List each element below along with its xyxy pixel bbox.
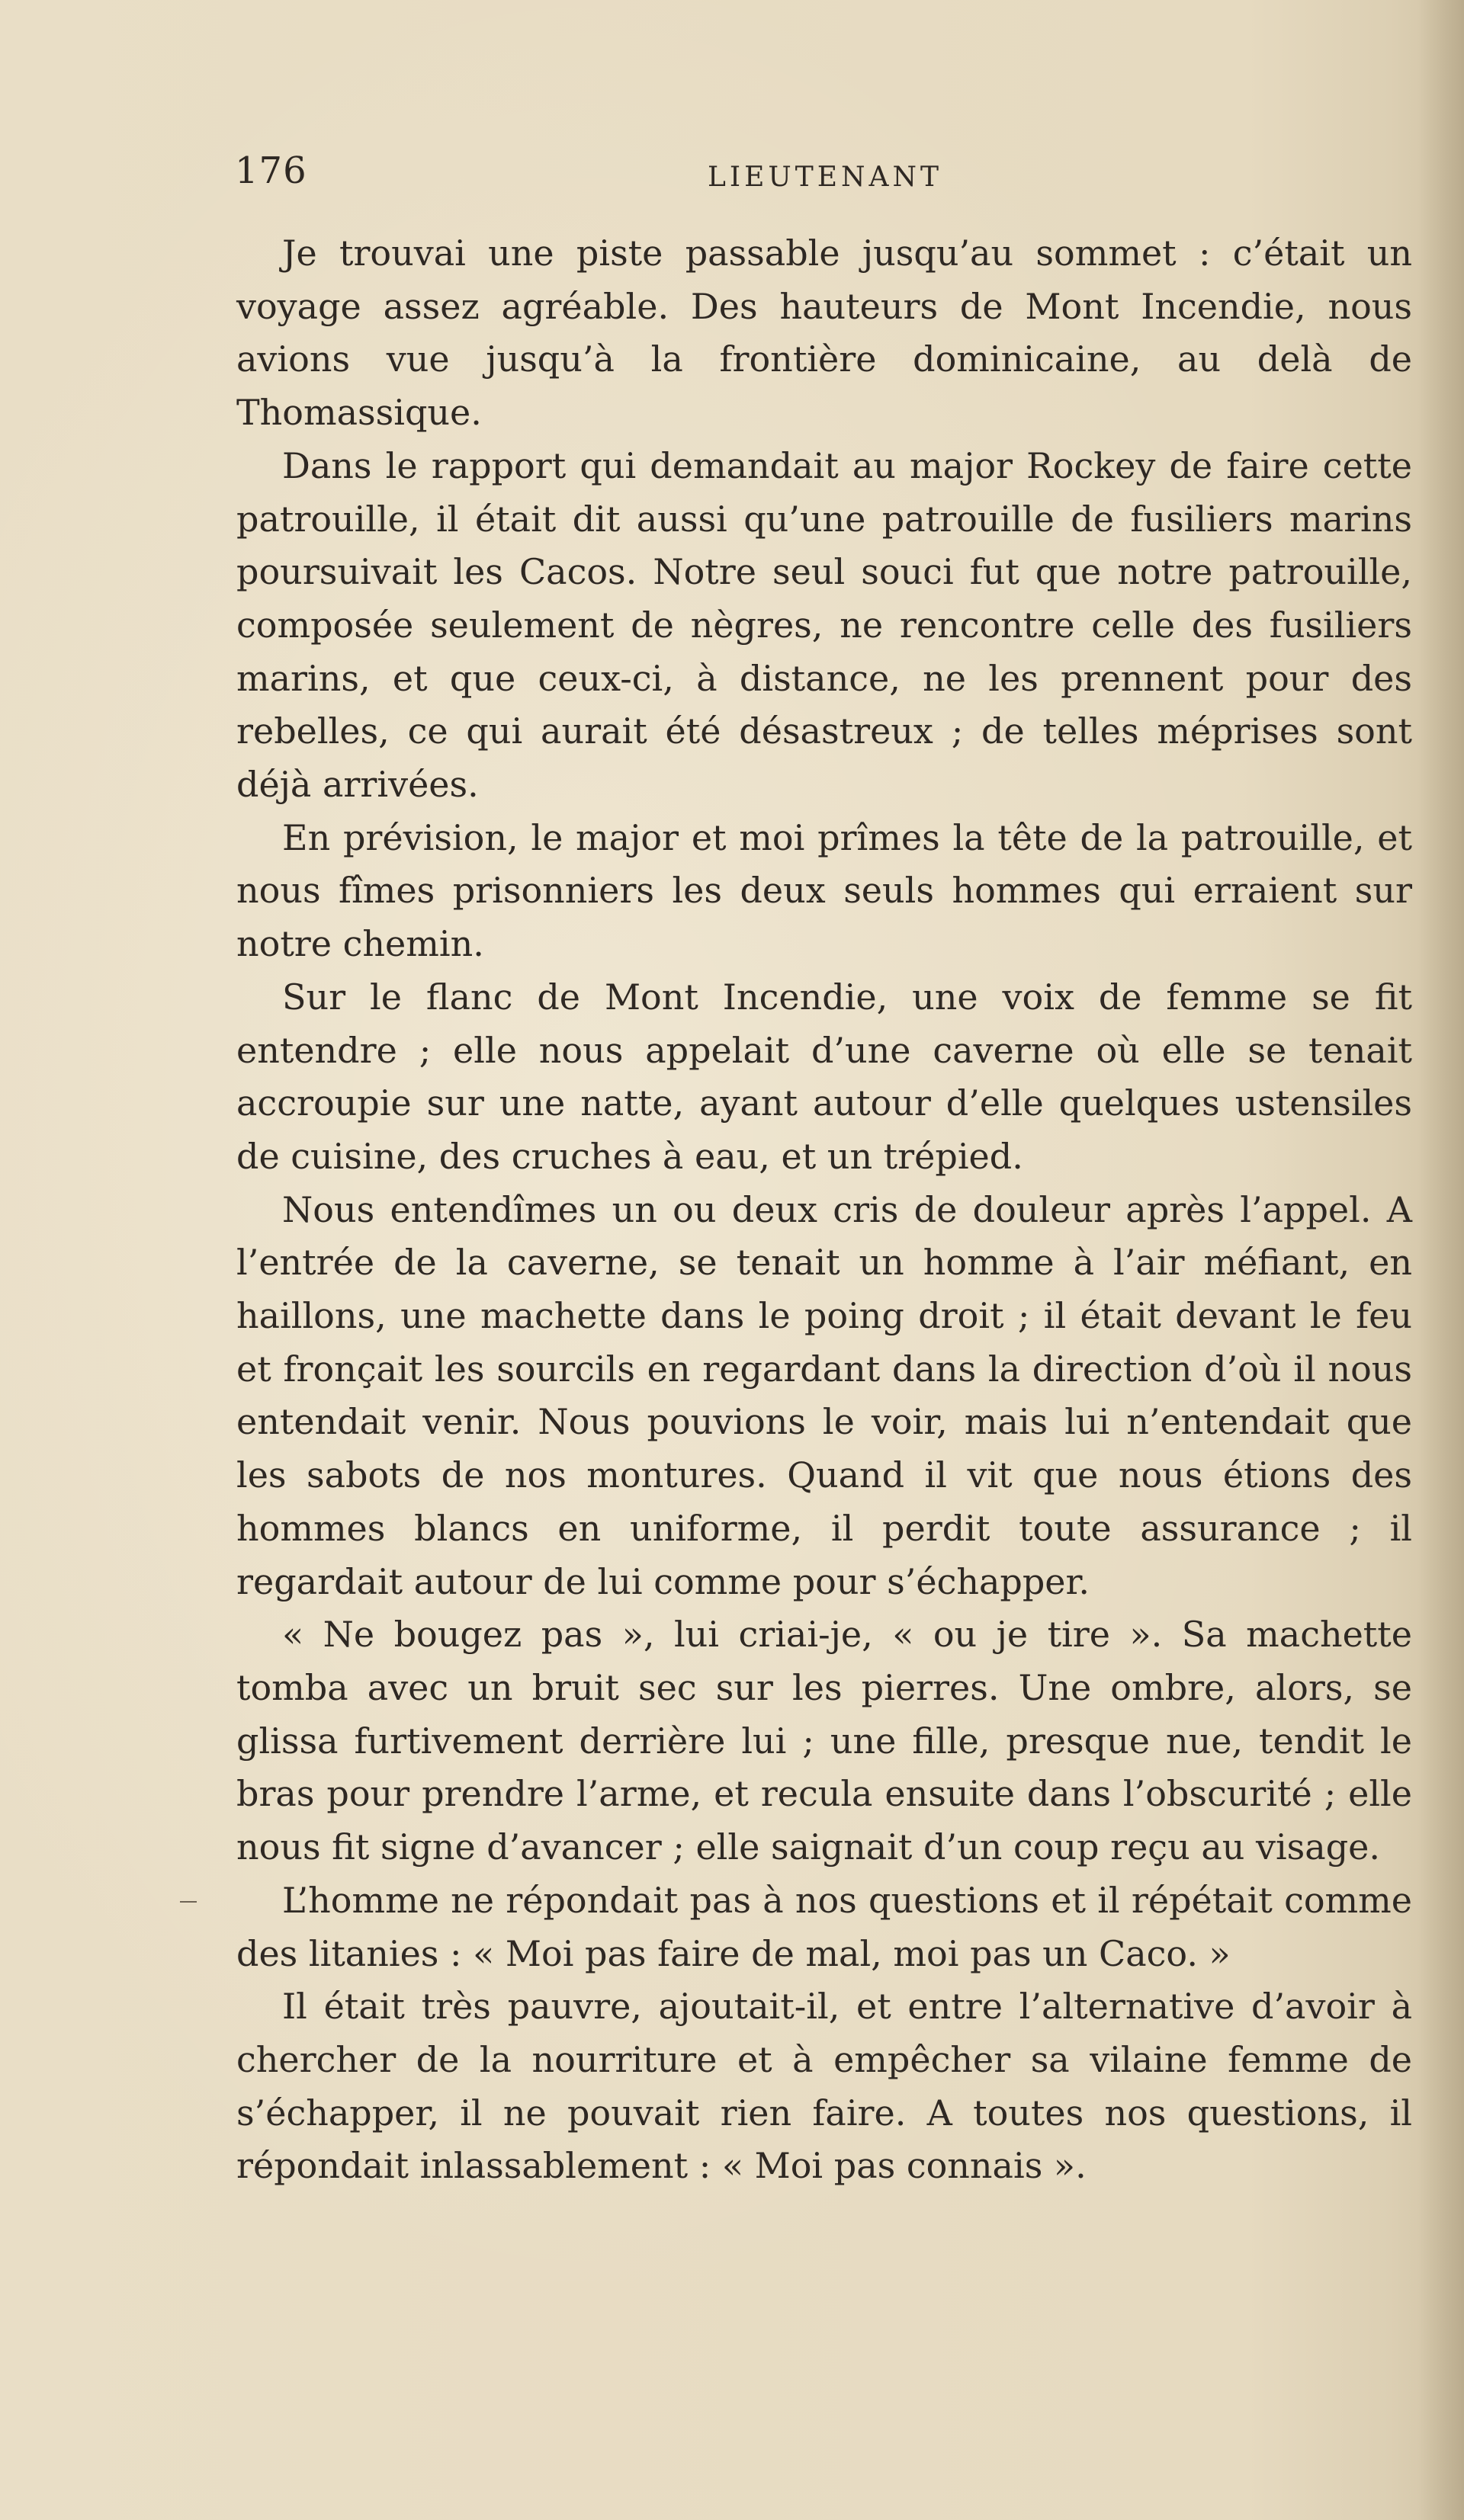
paragraph: Dans le rapport qui demandait au major Rockey de faire cette patrouille, il était dit aussi qu’une patrouille de fusiliers marins poursuivait les Cacos. Notre seul souci fut que notre patrouille, composée seulement de nègres, ne rencontre celle des fusiliers marins, et que ceux-ci, à distance, ne les prennent pour des rebelles, ce qui aurait été désastreux ; de telles méprises sont déjà arrivées. [236, 444, 1412, 806]
paragraph: Il était très pauvre, ajoutait-il, et entre l’alternative d’avoir à chercher de la nourriture et à empêcher sa vilaine femme de s’échapper, il ne pouvait rien faire. A toutes nos questions, il répondait inlassablement : « Moi pas connais ». [236, 1986, 1412, 2187]
paragraph: En prévision, le major et moi prîmes la tête de la patrouille, et nous fîmes prisonniers les deux seuls hommes qui erraient sur notre chemin. [236, 816, 1412, 965]
body-text [236, 227, 1412, 2193]
paragraph: Sur le flanc de Mont Incendie, une voix de femme se fit entendre ; elle nous appelait d’une caverne où elle se tenait accroupie sur une natte, ayant autour d’elle quelques ustensiles de cuisine, des cruches à eau, et un trépied. [236, 976, 1412, 1177]
page-edge-shadow [1418, 0, 1464, 2520]
paragraph: L’homme ne répondait pas à nos questions et il répétait comme des litanies : « Moi pas faire de mal, moi pas un Caco. » [236, 1879, 1412, 1974]
paragraph: « Ne bougez pas », lui criai-je, « ou je tire ». Sa machette tomba avec un bruit sec sur les pierres. Une ombre, alors, se glissa furtivement derrière lui ; une fille, presque nue, tendit le bras pour prendre l’arme, et recula ensuite dans l’obscurité ; elle nous fit signe d’avancer ; elle saignait d’un coup reçu au visage. [236, 1614, 1412, 1868]
page-number: 176 [235, 149, 307, 192]
paragraph: Nous entendîmes un ou deux cris de douleur après l’appel. A l’entrée de la caverne, se tenait un homme à l’air méfiant, en haillons, une machette dans le poing droit ; il était devant le feu et fronçait les sourcils en regardant dans la direction d’où il nous entendait venir. Nous pouvions le voir, mais lui n’entendait que les sabots de nos montures. Quand il vit que nous étions des hommes blancs en uniforme, il perdit toute assurance ; il regardait autour de lui comme pour s’échapper. [236, 1188, 1412, 1602]
margin-mark [180, 1901, 197, 1903]
running-head: LIEUTENANT [708, 162, 943, 193]
paragraph: Je trouvai une piste passable jusqu’au sommet : c’était un voyage assez agréable. Des hauteurs de Mont Incendie, nous avions vue jusqu’à la frontière dominicaine, au delà de Thomassique. [236, 232, 1412, 434]
